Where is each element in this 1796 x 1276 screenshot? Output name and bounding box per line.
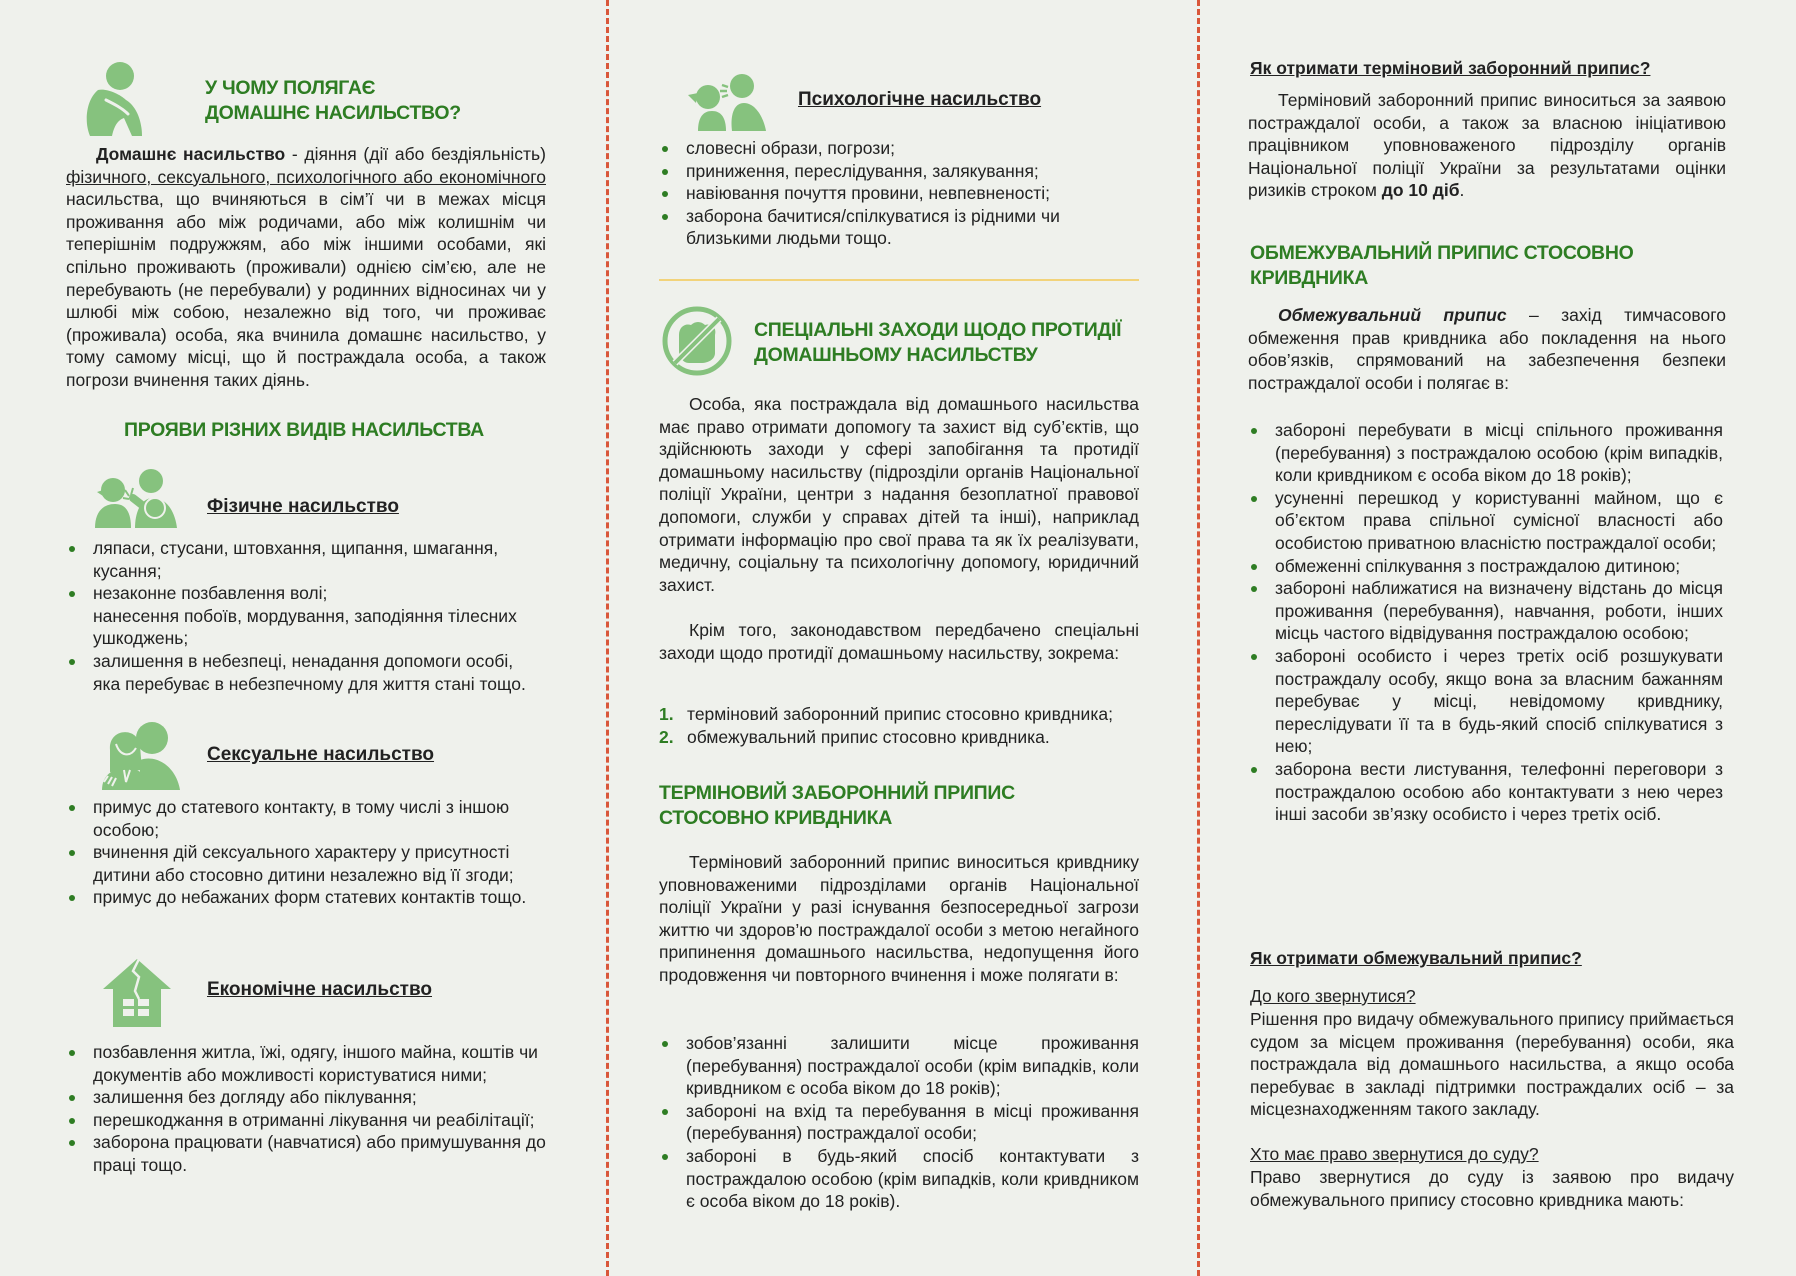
list-item: незаконне позбавлення волі;: [66, 582, 536, 605]
page-title: У ЧОМУ ПОЛЯГАЄ ДОМАШНЄ НАСИЛЬСТВО?: [205, 77, 461, 124]
urgent-order-list: [659, 1032, 1139, 1213]
list-item: заборона працювати (навчатися) або примушування до праці тощо.: [66, 1131, 556, 1176]
section-separator: [659, 279, 1139, 281]
who-right-paragraph: Право звернутися до суду із заявою про видачу обмежувального припису стосовно кривдника мають:: [1250, 1167, 1734, 1210]
sexual-violence-icon: [100, 720, 182, 790]
definition-paragraph: Домашнє насильство - діяння (дії або бездіяльність) фізичного, сексуального, психологічного або економічного насильства, що вчиняються в сім’ї чи в межах місця проживання або між родичами, або між колишнім чи теперішнім подружжям, або між іншими особами, які спільно проживають (проживали) однією сім’єю, але не перебувають (не перебували) у родинних відносинах чи у шлюбі між собою, незалежно від того, чи проживає (проживала) особа, яка вчинила домашнє насильство, у тому самому місці, що й постраждала особа, а також погрози вчинення таких діянь.: [66, 144, 547, 390]
list-item: усуненні перешкод у користуванні майном, що є об’єктом права спільної сумісної власності або особистою приватною власністю постраждалої особи;: [1248, 487, 1723, 555]
economic-title: Економічне насильство: [207, 979, 433, 1000]
list-item: заборона бачитися/спілкуватися із рідними чи близькими людьми тощо.: [659, 205, 1139, 250]
list-item: забороні особисто і через третіх осіб розшукувати постраждалу особу, якщо вона за власним бажанням перебуває у місці, невідомому кривднику, переслідувати її та в будь-який спосіб спілкуватися з нею;: [1248, 645, 1723, 758]
physical-list: [66, 537, 536, 695]
sexual-list: [66, 796, 546, 909]
list-item: вчинення дій сексуального характеру у присутності дитини або стосовно дитини незалежно від її згоди;: [66, 841, 546, 886]
restraining-order-heading: ОБМЕЖУВАЛЬНИЙ ПРИПИС СТОСОВНО КРИВДНИКА: [1250, 242, 1634, 289]
list-item: забороні перебувати в місці спільного проживання (перебування) з постраждалою особою (крім випадків, коли кривдником є особа віком до 18 років);: [1248, 419, 1723, 487]
list-item: забороні на вхід та перебування в місці проживання (перебування) постраждалої особи;: [659, 1100, 1139, 1145]
list-item: словесні образи, погрози;: [659, 137, 1139, 160]
restraining-order-definition: Обмежувальний припис – захід тимчасового обмеження прав кривдника або покладення на нього обов’язків, спрямований на забезпечення безпеки постраждалої особи і полягає в:: [1248, 305, 1726, 393]
sad-child-icon: [84, 60, 148, 140]
list-item: залишення в небезпеці, ненадання допомоги особі, яка перебуває в небезпечному для життя стані тощо.: [66, 650, 536, 695]
list-item: забороні наближатися на визначену відстань до місця проживання (перебування), навчання, роботи, інших місць частого відвідування постраждалою особою;: [1248, 577, 1723, 645]
whom-paragraph: Рішення про видачу обмежувального припису приймається судом за місцем проживання (перебування) особи, яка постраждала від домашнього насильства, а якщо особа перебуває в закладі підтримки постраждалих осіб – за місцезнаходженням такого закладу.: [1250, 1009, 1734, 1120]
list-item: приниження, переслідування, залякування;: [659, 160, 1139, 183]
special-measures-paragraph-2: Крім того, законодавством передбачено спеціальні заходи щодо протидії домашньому насильству, зокрема:: [659, 620, 1139, 663]
whom-title: До кого звернутися?: [1250, 986, 1416, 1006]
list-item: заборона вести листування, телефонні переговори з постраждалою особою або контактувати з нею через інші засоби зв’язку особисто і через третіх осіб.: [1248, 758, 1723, 826]
list-item: примус до небажаних форм статевих контактів тощо.: [66, 886, 546, 909]
psychological-title: Психологічне насильство: [798, 89, 1042, 110]
sexual-title: Сексуальне насильство: [207, 744, 435, 765]
fold-divider-right: [1197, 0, 1200, 1276]
psychological-list: [659, 137, 1139, 250]
list-item: зобов’язанні залишити місце проживання (перебування) постраждалої особи (крім випадків, коли кривдником є особа віком до 18 років);: [659, 1032, 1139, 1100]
list-item: нанесення побоїв, мордування, заподіяння тілесних ушкоджень;: [93, 605, 517, 649]
special-measures-paragraph-1: Особа, яка постраждала від домашнього насильства має право отримати допомогу та захист від суб’єктів, що здійснюють заходи у сфері запобігання та протидії домашньому насильству (підрозділи органів Національної поліції України, центри з надання безоплатної правової допомоги, служби у справах дітей та інші), наприклад отримати інформацію про свої права та як їх реалізувати, медичну, соціальну та психологічну допомогу, юридичний захист.: [659, 394, 1139, 595]
list-item: ляпаси, стусани, штовхання, щипання, шмагання, кусання;: [66, 537, 536, 582]
list-item: обмеженні спілкування з постраждалою дитиною;: [1248, 555, 1723, 578]
fold-divider-left: [606, 0, 609, 1276]
list-item: примус до статевого контакту, в тому числі з іншою особою;: [66, 796, 546, 841]
list-item: 2. обмежувальний припис стосовно кривдника.: [659, 726, 1050, 747]
urgent-order-paragraph: Терміновий заборонний припис виноситься кривднику уповноваженими підрозділами органів Національної поліції України у разі існування безпосередньої загрози життю чи здоров’ю постраждалої особи з метою негайного припинення домашнього насильства, недопущення його продовження чи повторного вчинення і може полягати в:: [659, 852, 1139, 985]
list-item: позбавлення житла, їжі, одягу, іншого майна, коштів чи документів або можливості користуватися ними;: [66, 1041, 556, 1086]
economic-list: [66, 1041, 556, 1177]
list-item: залишення без догляду або піклування;: [66, 1086, 556, 1109]
list-item: перешкоджання в отриманні лікування чи реабілітації;: [66, 1109, 556, 1132]
how-urgent-paragraph: Терміновий заборонний припис виноситься за заявою постраждалої особи, а також за власною ініціативою працівником уповноваженого підрозділу органів Національної поліції України за результатами оцінки ризиків строком до 10 діб.: [1248, 90, 1726, 201]
how-urgent-title: Як отримати терміновий заборонний припис?: [1250, 58, 1651, 78]
broken-house-icon: [101, 957, 173, 1029]
physical-title: Фізичне насильство: [207, 496, 399, 517]
no-violence-icon: [661, 305, 733, 377]
urgent-order-heading: ТЕРМІНОВИЙ ЗАБОРОННИЙ ПРИПИС СТОСОВНО КРИВДНИКА: [659, 782, 1015, 829]
verbal-abuse-icon: [686, 73, 770, 131]
restraining-order-list: [1248, 419, 1723, 826]
list-item: 1. терміновий заборонний припис стосовно кривдника;: [659, 704, 1113, 724]
list-item: навіювання почуття провини, невпевненості;: [659, 182, 1139, 205]
how-restrict-title: Як отримати обмежувальний припис?: [1250, 948, 1582, 968]
who-right-title: Хто має право звернутися до суду?: [1250, 1144, 1539, 1164]
special-measures-heading: СПЕЦІАЛЬНІ ЗАХОДИ ЩОДО ПРОТИДІЇ ДОМАШНЬОМУ НАСИЛЬСТВУ: [754, 319, 1122, 366]
measures-list: [659, 703, 1139, 748]
types-heading: ПРОЯВИ РІЗНИХ ВИДІВ НАСИЛЬСТВА: [124, 419, 484, 441]
list-item: забороні в будь-який спосіб контактувати з постраждалою особою (крім випадків, коли кривдником є особа віком до 18 років).: [659, 1145, 1139, 1213]
physical-violence-icon: [93, 468, 183, 528]
